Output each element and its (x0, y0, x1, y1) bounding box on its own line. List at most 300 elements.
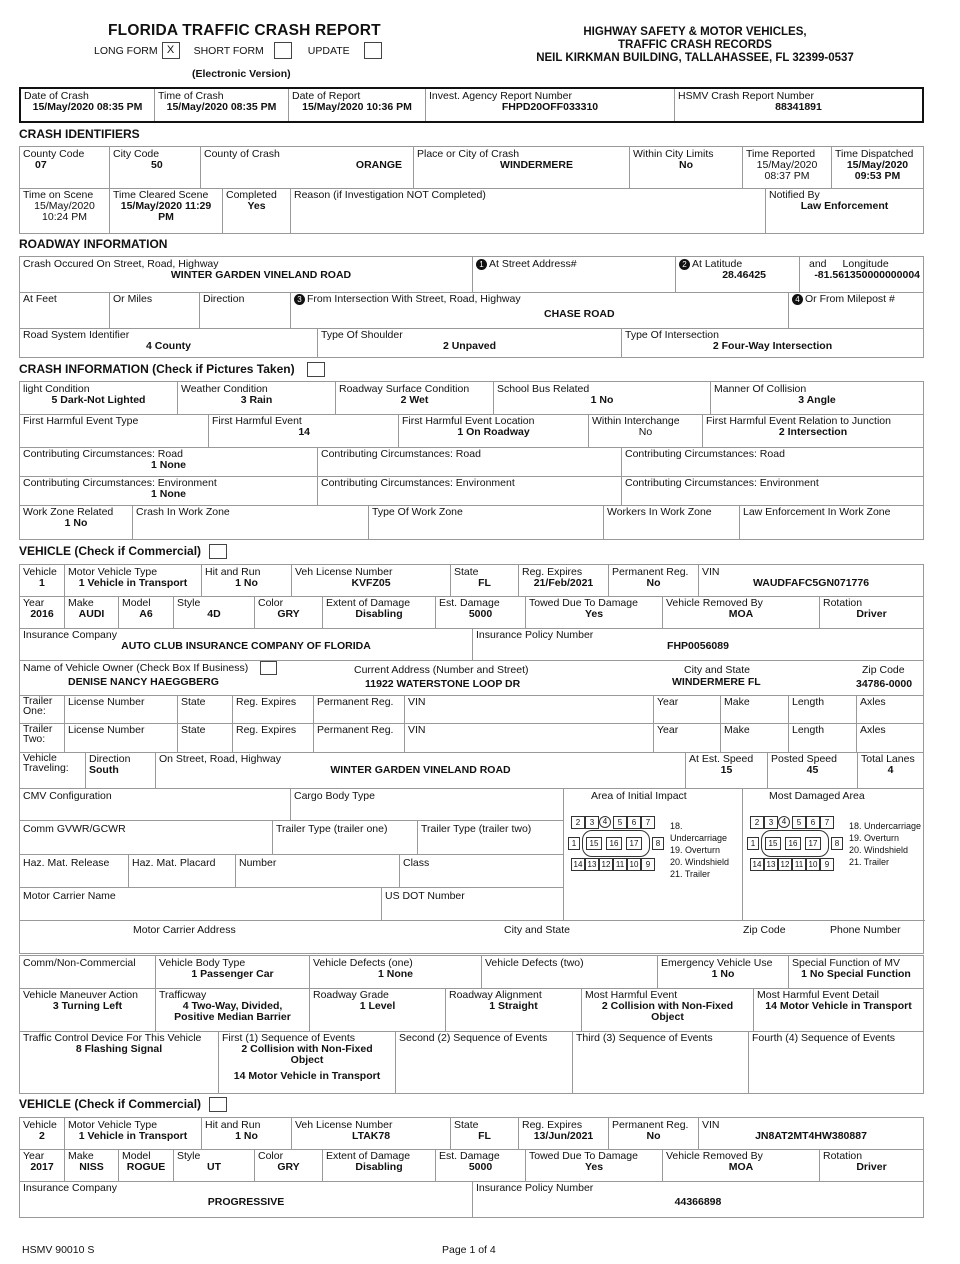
hsmv-report-label: HSMV Crash Report Number (678, 90, 814, 102)
junction-relation: 2 Intersection (778, 426, 848, 438)
impact-zone-9: 9 (641, 858, 655, 871)
impact-zone-16: 16 (606, 837, 622, 850)
cc-env-label-1: Contributing Circumstances: Environment (23, 477, 217, 489)
towed-label: Towed Due To Damage (529, 597, 638, 609)
v2-perm-reg-label: Permanent Reg. (612, 1119, 689, 1131)
vehicle-1-perm-reg: No (646, 577, 661, 589)
damage-zone-6: 6 (806, 816, 820, 829)
cargo-body-label: Cargo Body Type (294, 790, 375, 802)
impact-legend (670, 820, 742, 880)
impact-zone-10: 10 (627, 858, 641, 871)
cc-env-label-3: Contributing Circumstances: Environment (625, 477, 819, 489)
vehicle-2-make: NISS (79, 1161, 104, 1173)
vehicle-1-year: 2016 (30, 608, 54, 620)
roadway-row-2 (19, 292, 924, 329)
crash-info-row-1 (19, 381, 924, 415)
vehicle-2-commercial-checkbox[interactable] (209, 1097, 227, 1112)
vehicle-1-damage: Disabling (355, 608, 403, 620)
number-4-icon: 4 (792, 294, 803, 305)
v2-model-label: Model (122, 1150, 151, 1162)
hazmat-placard-label: Haz. Mat. Placard (132, 857, 216, 869)
comm-label: Comm/Non-Commercial (23, 957, 136, 969)
vehicle-1-grade: 1 Level (359, 1000, 396, 1012)
county-of-crash: ORANGE (355, 159, 402, 171)
cc-road-label-2: Contributing Circumstances: Road (321, 448, 481, 460)
wz-related-label: Work Zone Related (23, 506, 114, 518)
trailer-one-axles-label: Axles (860, 696, 886, 708)
impact-car-diagram (568, 814, 668, 874)
gvwr-label: Comm GVWR/GCWR (23, 823, 126, 835)
vehicle-2-number: 2 (39, 1130, 45, 1142)
defects-two-label: Vehicle Defects (two) (485, 957, 584, 969)
v2-make-label: Make (68, 1150, 94, 1162)
vehicle-1-sequence-row (19, 1031, 924, 1094)
color-label: Color (258, 597, 284, 609)
and-label: and (809, 258, 827, 270)
vehicle-1-emergency: 1 No (711, 968, 735, 980)
wz-type-label: Type Of Work Zone (372, 506, 463, 518)
v2-style-label: Style (177, 1150, 201, 1162)
ins-company-label: Insurance Company (23, 629, 117, 641)
vehicle-1-hit-run: 1 No (235, 577, 258, 589)
vehicle-1-est-damage: 5000 (468, 608, 493, 620)
school-bus-label: School Bus Related (497, 383, 590, 395)
weather-label: Weather Condition (181, 383, 268, 395)
impact-zone-6: 6 (627, 816, 641, 829)
agency-line-3: NEIL KIRKMAN BUILDING, TALLAHASSEE, FL 32399-0537 (536, 52, 854, 64)
carrier-city-label: City and State (504, 924, 570, 936)
v2-hit-run-label: Hit and Run (205, 1119, 261, 1131)
damage-legend-20: 20. Windshield (849, 845, 909, 855)
county-code-label: County Code (23, 148, 85, 160)
body-type-label: Vehicle Body Type (159, 957, 246, 969)
zip-label: Zip Code (862, 664, 905, 676)
place-label: Place or City of Crash (417, 148, 520, 160)
milepost-label: Or From Milepost # (805, 293, 895, 305)
v2-mv-type-label: Motor Vehicle Type (68, 1119, 158, 1131)
reg-expires-label: Reg. Expires (522, 566, 583, 578)
owner-business-checkbox[interactable] (260, 661, 277, 675)
carrier-address-row (20, 921, 925, 954)
time-reported-date: 15/May/2020 (756, 159, 818, 171)
travel-direction-label: Direction (89, 753, 131, 765)
rotation-label: Rotation (823, 597, 863, 609)
vehicle-1-body-type: 1 Passenger Car (191, 968, 274, 980)
carrier-phone-label: Phone Number (830, 924, 901, 936)
vehicle-2-ins-policy: 44366898 (674, 1196, 722, 1208)
road-system: 4 County (146, 340, 191, 352)
vehicle-1-maneuver: 3 Turning Left (52, 1000, 123, 1012)
manner-label: Manner Of Collision (714, 383, 807, 395)
time-of-crash-label: Time of Crash (158, 90, 224, 102)
agency-line-1: HIGHWAY SAFETY & MOTOR VEHICLES, (583, 26, 807, 38)
junction-label: First Harmful Event Relation to Junction (706, 415, 891, 427)
v2-rotation-label: Rotation (823, 1150, 863, 1162)
damage-zone-8: 8 (831, 837, 843, 850)
trailer-two-state-label: State (181, 724, 206, 736)
cmv-block (19, 788, 924, 954)
time-of-crash: 15/May/2020 08:35 PM (166, 101, 277, 113)
vehicle-1-number: 1 (39, 577, 45, 589)
trafficway-label: Trafficway (159, 989, 207, 1001)
vehicle-1-owner-row (19, 660, 924, 696)
weather-condition: 3 Rain (240, 394, 273, 406)
roadway-heading: ROADWAY INFORMATION (19, 237, 168, 251)
crash-info-row-4 (19, 476, 924, 506)
damage-zone-16: 16 (785, 837, 801, 850)
crash-info-title: CRASH INFORMATION (Check if Pictures Taken) (19, 362, 295, 376)
vehicle-1-reg-expires: 21/Feb/2021 (533, 577, 594, 589)
total-lanes-label: Total Lanes (861, 753, 915, 765)
time-reported-time: 08:37 PM (764, 170, 810, 182)
trailer2-type-label: Trailer Type (trailer two) (421, 823, 532, 835)
city-code-label: City Code (113, 148, 160, 160)
damage-zone-4: 4 (778, 816, 790, 828)
cc-road-label-1: Contributing Circumstances: Road (23, 448, 183, 460)
short-form-checkbox[interactable] (274, 42, 292, 59)
vehicle-1-seq1-2: Object (290, 1054, 324, 1066)
vehicle-1-owner: DENISE NANCY HAEGGBERG (68, 676, 219, 688)
damage-zone-12: 12 (778, 858, 792, 871)
page-number: Page 1 of 4 (442, 1244, 496, 1256)
impact-zone-1: 1 (568, 837, 580, 850)
impact-legend-21: 21. Trailer (670, 869, 711, 879)
vehicle-1-direction: South (89, 764, 119, 776)
trailer-one-state-label: State (181, 696, 206, 708)
vehicle-1-total-lanes: 4 (887, 764, 894, 776)
trailer-two-label: Trailer Two: (23, 723, 53, 745)
vehicle-1-heading (19, 544, 227, 559)
v2-state-label: State (454, 1119, 479, 1131)
vehicle-2-year: 2017 (30, 1161, 54, 1173)
roadway-row-3 (19, 328, 924, 358)
seq3-label: Third (3) Sequence of Events (576, 1032, 713, 1044)
seq4-label: Fourth (4) Sequence of Events (752, 1032, 895, 1044)
impact-legend-20: 20. Windshield (670, 857, 730, 867)
model-label: Model (122, 597, 151, 609)
address-label: Current Address (Number and Street) (354, 664, 529, 676)
impact-zone-2: 2 (571, 816, 585, 829)
emergency-label: Emergency Vehicle Use (661, 957, 773, 969)
intersection-street-label: From Intersection With Street, Road, Highway (307, 293, 521, 305)
vehicle-2-perm-reg: No (646, 1130, 661, 1142)
damage-zone-15: 15 (765, 837, 781, 850)
mv-type-label: Motor Vehicle Type (68, 566, 158, 578)
light-condition: 5 Dark-Not Lighted (51, 394, 146, 406)
damage-legend (849, 820, 921, 868)
long-form-checkbox[interactable]: X (162, 42, 180, 59)
vehicle-1-license: KVFZ05 (351, 577, 391, 589)
short-form-label: SHORT FORM (193, 44, 264, 57)
latitude: 28.46425 (722, 269, 766, 281)
impact-zone-3: 3 (585, 816, 599, 829)
le-wz-label: Law Enforcement In Work Zone (743, 506, 891, 518)
trailer1-type-label: Trailer Type (trailer one) (276, 823, 388, 835)
trailer-one-label: Trailer One: (23, 695, 53, 717)
reason-label: Reason (if Investigation NOT Completed) (294, 189, 486, 201)
damage-legend-21: 21. Trailer (849, 857, 890, 867)
vehicle-1-removed-by: MOA (728, 608, 754, 620)
damage-zone-5: 5 (792, 816, 806, 829)
time-cleared-time: PM (158, 211, 174, 223)
damage-zone-1: 1 (747, 837, 759, 850)
vehicle-1-model: A6 (139, 608, 153, 620)
make-label: Make (68, 597, 94, 609)
perm-reg-label: Permanent Reg. (612, 566, 689, 578)
cc-road-1: 1 None (150, 459, 186, 471)
fhe-label: First Harmful Event (212, 415, 302, 427)
date-of-report: 15/May/2020 10:36 PM (302, 101, 412, 113)
initial-impact-label: Area of Initial Impact (591, 790, 687, 802)
city-code: 50 (151, 159, 163, 171)
impact-legend-19: 19. Overturn (670, 845, 721, 855)
vehicle-1-ins-policy: FHP0056089 (667, 640, 729, 652)
time-dispatched-label: Time Dispatched (835, 148, 914, 160)
impact-zone-15: 15 (586, 837, 602, 850)
intersection-type: 2 Four-Way Intersection (712, 340, 833, 352)
workers-wz-label: Workers In Work Zone (607, 506, 712, 518)
cmv-config-label: CMV Configuration (23, 790, 112, 802)
vehicle-1-body-row (19, 955, 924, 989)
vehicle-1-row-1 (19, 564, 924, 597)
vehicle-2-title: VEHICLE (Check if Commercial) (19, 1097, 202, 1111)
traveling-label: Vehicle Traveling: (23, 752, 69, 774)
work-zone-related: 1 No (64, 517, 88, 529)
impact-zone-8: 8 (652, 837, 664, 850)
vehicle-2-color: GRY (277, 1161, 300, 1173)
v2-ins-company-label: Insurance Company (23, 1182, 117, 1194)
vehicle-1-state: FL (478, 577, 491, 589)
notified-by-label: Notified By (769, 189, 820, 201)
agency-report-label: Invest. Agency Report Number (429, 90, 572, 102)
vehicle-1-special-function: 1 No Special Function (801, 968, 911, 980)
within-city-limits: No (679, 159, 693, 171)
vehicle-1-towed: Yes (584, 608, 604, 620)
longitude: -81.561350000000004 (814, 269, 920, 281)
trailer-two-row (19, 723, 924, 753)
time-reported-label: Time Reported (746, 148, 816, 160)
completed-label: Completed (226, 189, 277, 201)
owner-label (23, 661, 277, 675)
license-label: Veh License Number (295, 566, 393, 578)
v2-vin-label: VIN (702, 1119, 720, 1131)
longitude-label: Longitude (842, 258, 889, 270)
pictures-taken-checkbox[interactable] (307, 362, 325, 377)
damage-legend-19: 19. Overturn (849, 833, 900, 843)
impact-zone-7: 7 (641, 816, 655, 829)
hazmat-number-label: Number (239, 857, 277, 869)
ins-policy-label: Insurance Policy Number (476, 629, 594, 641)
agency-report-number: FHPD20OFF033310 (501, 101, 599, 113)
owner-label-text: Name of Vehicle Owner (Check Box If Business) (23, 661, 249, 674)
vin-label: VIN (702, 566, 720, 578)
v2-reg-expires-label: Reg. Expires (522, 1119, 583, 1131)
trailer-one-vin-label: VIN (408, 696, 426, 708)
crash-wz-label: Crash In Work Zone (136, 506, 230, 518)
vehicle-2-vin: JN8AT2MT4HW380887 (755, 1130, 867, 1142)
manner-of-collision: 3 Angle (798, 394, 836, 406)
vehicle-label: Vehicle (23, 566, 57, 578)
report-title: FLORIDA TRAFFIC CRASH REPORT (108, 22, 381, 39)
report-dates-row (19, 87, 924, 123)
vehicle-2-heading (19, 1097, 227, 1112)
surface-condition: 2 Wet (400, 394, 429, 406)
trailer-two-perm-label: Permanent Reg. (317, 724, 394, 736)
hazmat-class-label: Class (403, 857, 430, 869)
vehicle-2-rotation: Driver (856, 1161, 887, 1173)
shoulder-type: 2 Unpaved (442, 340, 497, 352)
number-3-icon: 3 (294, 294, 305, 305)
vehicle-1-commercial-checkbox[interactable] (209, 544, 227, 559)
vehicle-2-ins-company: PROGRESSIVE (207, 1196, 285, 1208)
damage-zone-11: 11 (792, 858, 806, 871)
grade-label: Roadway Grade (313, 989, 389, 1001)
time-cleared-label: Time Cleared Scene (113, 189, 209, 201)
damage-zone-9: 9 (820, 858, 834, 871)
trailer-one-reg-label: Reg. Expires (236, 696, 297, 708)
mhe-label: Most Harmful Event (585, 989, 678, 1001)
vehicle-1-mhe-2: Object (651, 1011, 684, 1023)
impact-zone-11: 11 (613, 858, 627, 871)
fhe-location-label: First Harmful Event Location (402, 415, 535, 427)
vehicle-2-model: ROGUE (126, 1161, 166, 1173)
trailer-two-license-label: License Number (68, 724, 145, 736)
most-damaged-diagram (743, 788, 925, 921)
vehicle-1-trafficway-1: 4 Two-Way, Divided, (182, 1000, 283, 1012)
time-cleared-date: 15/May/2020 11:29 (120, 200, 212, 212)
vehicle-1-title: VEHICLE (Check if Commercial) (19, 544, 202, 558)
county-label: County of Crash (204, 148, 280, 160)
vehicle-2-insurance-row (19, 1181, 924, 1218)
v2-ins-policy-label: Insurance Policy Number (476, 1182, 594, 1194)
time-dispatched-time: 09:53 PM (854, 170, 901, 182)
trailer-one-perm-label: Permanent Reg. (317, 696, 394, 708)
intersection-type-label: Type Of Intersection (625, 329, 719, 341)
maneuver-label: Vehicle Maneuver Action (23, 989, 138, 1001)
trailer-one-year-label: Year (657, 696, 679, 708)
at-feet-label: At Feet (23, 293, 57, 305)
damage-legend-18: 18. Undercarriage (849, 821, 922, 831)
on-street-label: On Street, Road, Highway (159, 753, 281, 765)
impact-zone-12: 12 (599, 858, 613, 871)
damage-zone-14: 14 (750, 858, 764, 871)
trailer-one-length-label: Length (792, 696, 825, 708)
trailer-two-make-label: Make (724, 724, 750, 736)
vehicle-2-reg-expires: 13/Jun/2021 (533, 1130, 594, 1142)
v2-towed-label: Towed Due To Damage (529, 1150, 638, 1162)
cc-road-label-3: Contributing Circumstances: Road (625, 448, 785, 460)
seq1-label: First (1) Sequence of Events (222, 1032, 356, 1044)
number-1-icon: 1 (476, 259, 487, 270)
impact-zone-13: 13 (585, 858, 599, 871)
est-damage-label: Est. Damage (439, 597, 500, 609)
direction-label: Direction (203, 293, 245, 305)
time-on-scene-date: 15/May/2020 (34, 200, 95, 212)
vehicle-2-license: LTAK78 (351, 1130, 391, 1142)
date-of-crash: 15/May/2020 08:35 PM (32, 101, 143, 113)
form-number: HSMV 90010 S (22, 1244, 95, 1256)
vehicle-1-seq1-3: 14 Motor Vehicle in Transport (233, 1070, 381, 1082)
vehicle-2-row-2 (19, 1149, 924, 1182)
long-form-label: LONG FORM (94, 44, 158, 57)
special-function-label: Special Function of MV (792, 957, 900, 969)
damage-zone-7: 7 (820, 816, 834, 829)
vehicle-1-ins-company: AUTO CLUB INSURANCE COMPANY OF FLORIDA (121, 640, 371, 652)
crash-info-row-3 (19, 447, 924, 477)
crash-street: WINTER GARDEN VINELAND ROAD (170, 269, 352, 281)
vehicle-1-mhe-detail: 14 Motor Vehicle in Transport (765, 1000, 912, 1012)
impact-legend-18: 18. Undercarriage (670, 821, 728, 843)
update-checkbox[interactable] (364, 42, 382, 59)
alignment-label: Roadway Alignment (449, 989, 542, 1001)
damage-zone-3: 3 (764, 816, 778, 829)
trailer-one-make-label: Make (724, 696, 750, 708)
posted-speed-label: Posted Speed (771, 753, 837, 765)
vehicle-1-owner-zip: 34786-0000 (856, 678, 913, 690)
place-of-crash: WINDERMERE (500, 159, 573, 171)
trailer-one-license-label: License Number (68, 696, 145, 708)
seq2-label: Second (2) Sequence of Events (399, 1032, 548, 1044)
trailer-two-axles-label: Axles (860, 724, 886, 736)
form-type-options (94, 42, 382, 59)
agency-line-2: TRAFFIC CRASH RECORDS (618, 39, 772, 51)
interchange-label: Within Interchange (592, 415, 680, 427)
v2-color-label: Color (258, 1150, 284, 1162)
road-system-label: Road System Identifier (23, 329, 130, 341)
time-on-scene-label: Time on Scene (23, 189, 94, 201)
year-label: Year (23, 597, 45, 609)
vehicle-2-style: UT (207, 1161, 221, 1173)
vehicle-1-posted-speed: 45 (806, 764, 819, 776)
crash-identifiers-row-2 (19, 188, 924, 234)
vehicle-1-insurance-row (19, 628, 924, 661)
time-dispatched-date: 15/May/2020 (846, 159, 909, 171)
vehicle-2-est-damage: 5000 (468, 1161, 493, 1173)
crash-info-row-2 (19, 414, 924, 448)
light-label: light Condition (23, 383, 90, 395)
trailer-two-year-label: Year (657, 724, 679, 736)
vehicle-1-on-street: WINTER GARDEN VINELAND ROAD (330, 764, 511, 776)
within-interchange: No (638, 426, 653, 438)
damage-label: Extent of Damage (326, 597, 411, 609)
vehicle-1-est-speed: 15 (720, 764, 733, 776)
vehicle-1-vin: WAUDFAFC5GN071776 (752, 577, 870, 589)
hazmat-release-label: Haz. Mat. Release (23, 857, 110, 869)
damage-car-diagram (747, 814, 847, 874)
vehicle-1-color: GRY (277, 608, 300, 620)
intersection-street: CHASE ROAD (544, 308, 615, 320)
fhe-location: 1 On Roadway (457, 426, 530, 438)
carrier-name-label: Motor Carrier Name (23, 890, 116, 902)
or-miles-label: Or Miles (113, 293, 153, 305)
completed-value: Yes (247, 200, 266, 212)
v2-vehicle-label: Vehicle (23, 1119, 57, 1131)
cc-env-label-2: Contributing Circumstances: Environment (321, 477, 515, 489)
trailer-two-vin-label: VIN (408, 724, 426, 736)
tcd-label: Traffic Control Device For This Vehicle (23, 1032, 202, 1044)
impact-zone-4: 4 (599, 816, 611, 828)
vehicle-1-tcd: 8 Flashing Signal (75, 1043, 163, 1055)
vehicle-1-trafficway-2: Positive Median Barrier (174, 1011, 291, 1023)
crash-info-row-5 (19, 505, 924, 540)
most-damaged-label: Most Damaged Area (769, 790, 865, 802)
vehicle-1-owner-address: 11922 WATERSTONE LOOP DR (365, 678, 521, 690)
notified-by: Law Enforcement (800, 200, 889, 212)
vehicle-1-seq1-1: 2 Collision with Non-Fixed (241, 1043, 373, 1055)
state-label: State (454, 566, 479, 578)
style-label: Style (177, 597, 201, 609)
vehicle-2-damage: Disabling (355, 1161, 403, 1173)
